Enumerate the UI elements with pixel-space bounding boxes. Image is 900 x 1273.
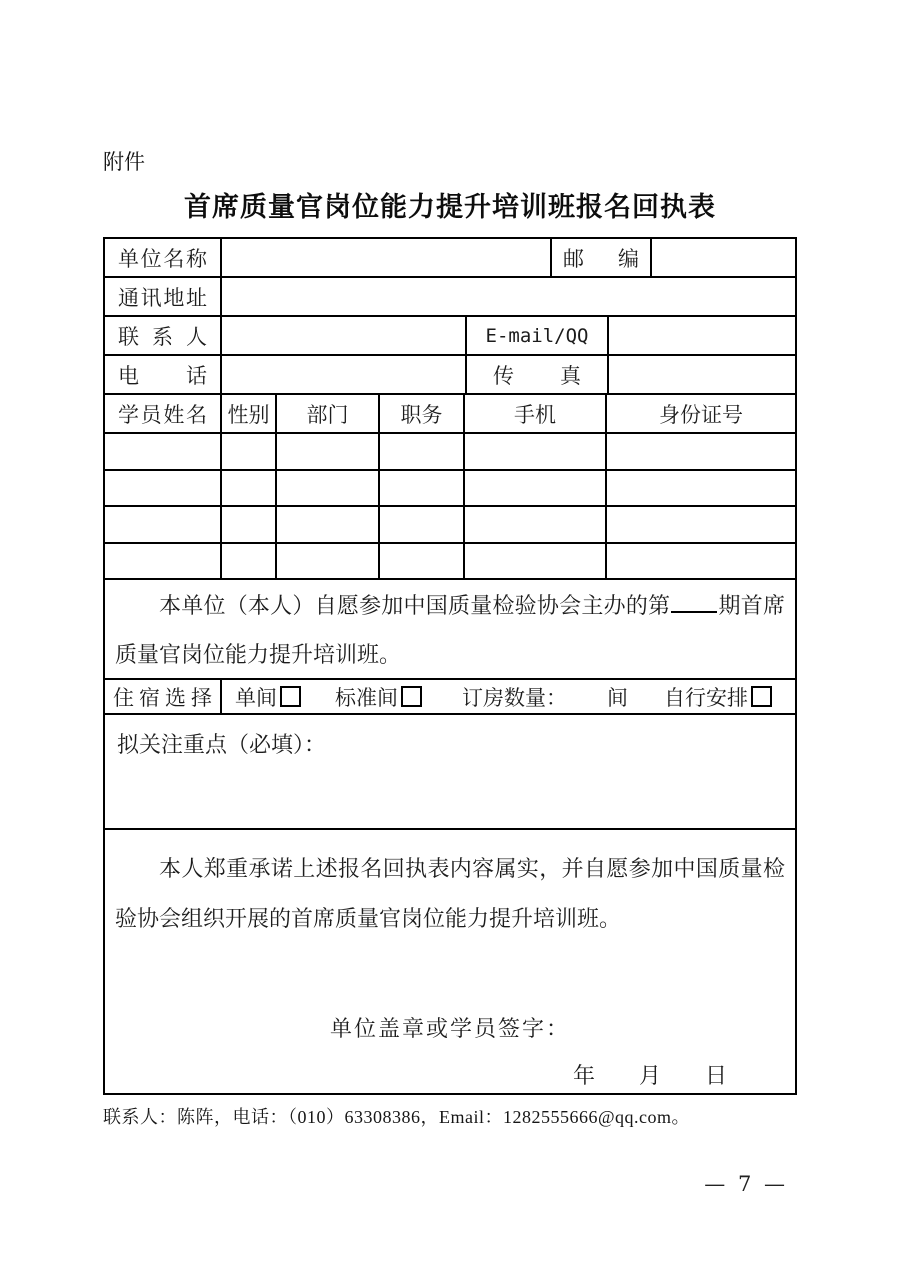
form-row-unit-name xyxy=(105,239,795,278)
accommodation-label: 住宿选择 xyxy=(113,685,212,710)
contact-label-cell xyxy=(105,317,222,354)
student-empty-row xyxy=(105,544,795,581)
self-arrange-checkbox xyxy=(751,686,772,707)
commitment-text: 本人郑重承诺上述报名回执表内容属实，并自愿参加中国质量检验协会组织开展的首席质量官岗位能力提升培训班。 xyxy=(115,856,785,931)
address-label: 通讯地址 xyxy=(118,285,207,310)
participation-text-before: 本单位（本人）自愿参加中国质量检验协会主办的第 xyxy=(159,593,671,618)
standard-room-checkbox xyxy=(401,686,422,707)
accommodation-row xyxy=(105,680,795,715)
email-qq-label: E-mail/QQ xyxy=(485,324,589,347)
unit-name-label: 单位名称 xyxy=(118,246,207,271)
form-row-contact xyxy=(105,317,795,356)
position-header-cell xyxy=(380,395,465,432)
form-row-address xyxy=(105,278,795,317)
student-empty-row xyxy=(105,434,795,471)
attachment-label: 附件 xyxy=(103,151,145,174)
mobile-header: 手机 xyxy=(514,402,556,427)
single-room-option xyxy=(235,682,301,712)
accommodation-label-cell xyxy=(105,680,222,713)
student-table-header-row xyxy=(105,395,795,434)
phone-input-cell xyxy=(222,356,467,393)
contact-label: 联系人 xyxy=(118,324,207,349)
unit-name-label-cell xyxy=(105,239,222,276)
id-number-header-cell xyxy=(607,395,795,432)
gender-header: 性别 xyxy=(227,402,270,427)
student-name-header-cell xyxy=(105,395,222,432)
id-number-header: 身份证号 xyxy=(659,402,743,427)
gender-header-cell xyxy=(222,395,277,432)
booking-qty-label: 订房数量： xyxy=(462,685,567,710)
unit-name-input-cell xyxy=(222,239,552,276)
fax-label: 传真 xyxy=(493,363,581,388)
postal-code-label-cell xyxy=(552,239,652,276)
position-header: 职务 xyxy=(400,402,443,427)
contact-input-cell xyxy=(222,317,467,354)
phone-label-cell xyxy=(105,356,222,393)
booking-qty-unit: 间 xyxy=(607,685,628,710)
self-arrange-label: 自行安排 xyxy=(664,685,748,710)
focus-points-row xyxy=(105,715,795,830)
fax-label-cell xyxy=(467,356,609,393)
accommodation-options-cell xyxy=(222,680,795,713)
department-header: 部门 xyxy=(306,402,349,427)
participation-statement xyxy=(105,580,795,678)
student-name-header: 学员姓名 xyxy=(118,402,207,427)
address-label-cell xyxy=(105,278,222,315)
fax-input-cell xyxy=(609,356,795,393)
single-room-checkbox xyxy=(280,686,301,707)
date-label: 年 月 日 xyxy=(572,1063,727,1088)
single-room-label: 单间 xyxy=(235,685,277,710)
page-title: 首席质量官岗位能力提升培训班报名回执表 xyxy=(184,192,716,222)
participation-statement-row xyxy=(105,580,795,680)
signature-label: 单位盖章或学员签字： xyxy=(329,1016,570,1041)
address-input-cell xyxy=(222,278,795,315)
department-header-cell xyxy=(277,395,380,432)
phone-label: 电话 xyxy=(118,363,207,388)
session-number-blank xyxy=(671,611,717,613)
self-arrange-option xyxy=(664,682,772,712)
student-empty-row xyxy=(105,507,795,544)
email-qq-input-cell xyxy=(609,317,795,354)
student-empty-row xyxy=(105,471,795,508)
commitment-row xyxy=(105,830,795,1093)
postal-code-label: 邮编 xyxy=(563,246,639,271)
postal-code-input-cell xyxy=(652,239,795,276)
commitment-cell xyxy=(105,830,795,1093)
page-number: — 7 — xyxy=(704,1172,788,1196)
registration-form-table xyxy=(103,237,797,1095)
participation-text-after: 期首席质量官岗位能力提升培训班。 xyxy=(115,593,785,667)
email-qq-label-cell xyxy=(467,317,609,354)
mobile-header-cell xyxy=(465,395,607,432)
focus-points-label: 拟关注重点（必填）： xyxy=(117,732,327,757)
footer-contact-info: 联系人：陈阵，电话：（010）63308386，Email：1282555666@qq.com。 xyxy=(103,1107,691,1127)
form-row-phone xyxy=(105,356,795,395)
standard-room-label: 标准间 xyxy=(335,685,398,710)
standard-room-option xyxy=(335,682,422,712)
